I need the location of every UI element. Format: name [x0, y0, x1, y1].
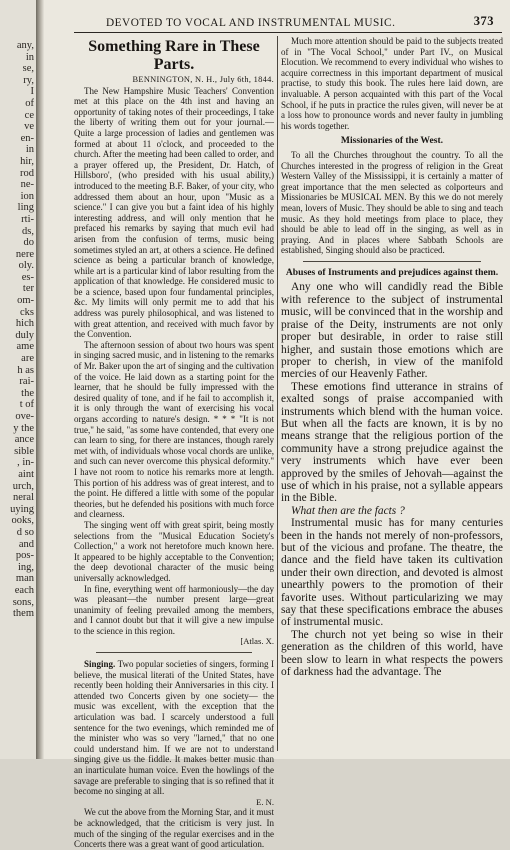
section-separator	[303, 261, 481, 262]
previous-page-text-fragment: any, in se, ry, I of ce ve en- in hir, rod ne- ion ling rti- ds, do nere oly. es- ter om- cks hich duly ame are h as rai- the t of ove- y the ance sible , in- aint urch, neral uying ooks, d so and pos- ing, man each sons, them	[10, 40, 34, 620]
paragraph: The afternoon session of about two hours was spent in singing sacred music, and in listening to the remarks of Mr. Baker upon the art of singing and the cultivation of the voice. He laid down as a starting point for the learner, that he should be fully impressed with the desired quality of tone, and if he fail to accomplish it, it is only through the want of exercising his vocal organs according to nature's design. * * * "It is not true," he said, "as some have contended, that every one can learn to sing, for there are instances, though rarely met with, of individuals whose vocal chords are unlike, and such can never overcome this physical deformity." I have not room to notice his remarks more at length. This portion of his address was of great interest, and to the point. He differed a little with some of the popular theories, but he defended his positions with much force and clearness.	[74, 339, 274, 520]
paragraph: In fine, everything went off harmoniously—the day was pleasant—the number present large—great unanimity of feeling prevailed among the members, and I cannot doubt but that it will give a new impulse to the science in this region.	[74, 583, 274, 636]
right-column	[281, 36, 503, 678]
previous-page-edge	[0, 0, 36, 759]
paragraph: The church not yet being so wise in their generation as the children of this world, have been slow to learn in what respects the powers of darkness had the advantage. The	[281, 628, 503, 679]
book-gutter	[36, 0, 44, 759]
paragraph: The New Hampshire Music Teachers' Convention met at this place on the 4th inst and having an opportunity of taking notes of their proceedings, I take the liberty of writing them out for your journal.— Quite a large procession of ladies and gentlemen was formed at about 11 o'clock, and proceeded to the church. After the meeting had been called to order, and a prayer offered up, the President, Dr. Hatch, of Hillsboro', (who presided with his usual ability,) introduced to the meeting B.F. Baker, of your city, who addressed them about an hour, upon "Music as a science." I can give you but a faint idea of his highly interesting address, and will only mention that he prefaced his remarks by saying that much evil had arisen from the confusion of terms, music being sometimes styled an art, at others a science. He defined science as being a particular branch of knowledge, while art is a particular kind of labor resulting from the application of that knowledge. He considered music to be a science, based upon four fundamental principles, &c. My limits will only permit me to add that his address was purely philosophical, and was listened to with great attention, and received with much favor by the Convention.	[74, 85, 274, 340]
paragraph: We cut the above from the Morning Star, and it must be acknowledged, that the criticism is very just. In much of the singing of the regular exercises and in the Concerts there was a great want of good articulation.	[74, 807, 274, 850]
paragraph-text: Two popular societies of singers, forming I believe, the musical literati of the United States, have recently been holding their Anniversaries in this city. I attended two Concerts given by one society— the music was excellent, with the exception that the articulation was bad. I scarcely understood a full sentence for the two evenings, which reminded me of the minister who was so very "larned," that no one could understand him. If we are not to understand singing give us the fiddle. It makes better music than an inarticulate human voice. Even the howlings of the savage are preferable to singing that is so refined that it become no singing at all.	[74, 659, 274, 797]
left-column	[74, 36, 274, 850]
section-heading: Abuses of Instruments and prejudices against them.	[285, 266, 499, 278]
running-title: DEVOTED TO VOCAL AND INSTRUMENTAL MUSIC.	[106, 17, 396, 29]
article-body	[281, 281, 503, 678]
page-number: 373	[473, 14, 494, 28]
dateline: BENNINGTON, N. H., July 6th, 1844.	[132, 75, 274, 84]
column-divider	[277, 36, 278, 751]
paragraph: Instrumental music has for many centuries been in the hands not merely of non-professors, but of the vicious and profane. The theatre, the dance and the field have taken its cultivation under their own direction, and devoted is almost unearthly powers to the promotion of their favorite uses. Without particularizing we may say that these specifications embrace the abuses of instrumental music.	[281, 517, 503, 629]
paragraph	[74, 659, 274, 797]
signature: E. N.	[256, 796, 274, 807]
header-rule	[74, 32, 502, 33]
paragraph: The singing went off with great spirit, being mostly selections from the "Musical Education Society's Collection," a work not heretofore much known here. It appeared to be highly acceptable to the Convention; the deep devotional character of the music being universally acknowledged.	[74, 519, 274, 583]
paragraph: These emotions find utterance in strains of exalted songs of praise accompanied with instruments which blend with the human voice. But when all the facts are known, it is by no means strange that the religious portion of the community have a strong prejudice against the very instruments which have ever been approved by the smiles of Jehovah—against the use of which in his praise, not a syllable appears in the Bible.	[281, 380, 503, 505]
section-heading: Missionaries of the West.	[340, 135, 444, 147]
subheading-question: What then are the facts ?	[291, 504, 405, 517]
paragraph: Much more attention should be paid to the subjects treated of in "The Vocal School," under Part IV., on Musical Elocution. We recommend to every individual who wishes to acquire correctness in this important department of musical practise, to study this book. The rules here laid down, are invaluable. A person acquainted with this part of the Vocal School, if he puts in practice the rules given, will never be at a loss how to pronounce words and never faulty in jumbling his words together.	[281, 36, 503, 131]
section-separator	[96, 652, 252, 653]
lead-word: Singing.	[84, 659, 116, 670]
article-title: Something Rare in These Parts.	[88, 38, 260, 73]
signature: [Atlas. X.	[240, 636, 274, 647]
page	[44, 0, 510, 850]
running-header	[80, 14, 500, 31]
paragraph: To all the Churches throughout the country. To all the Churches interested in the progress of religion in the Great Western Valley of the Mississippi, it is certainly a matter of great importance that the men selected as colporteurs and Missionaries be MUSICAL MEN. By this we do not merely mean, lovers of Music. They should be able to sing and teach music. As they hold meetings from place to place, they should be able to lead off in the singing, as well as in praying. And in places where Sabbath Schools are established, Singing should also be practiced.	[281, 149, 503, 256]
paragraph: Any one who will candidly read the Bible with reference to the subject of instrumental music, will be convinced that in the worship and praise of the Deity, instruments are not only proper but desirable, in order to raise still higher, and sustain those emotions which are proper to cherish, in view of the manifold mercies of our Heavenly Father.	[281, 281, 503, 381]
